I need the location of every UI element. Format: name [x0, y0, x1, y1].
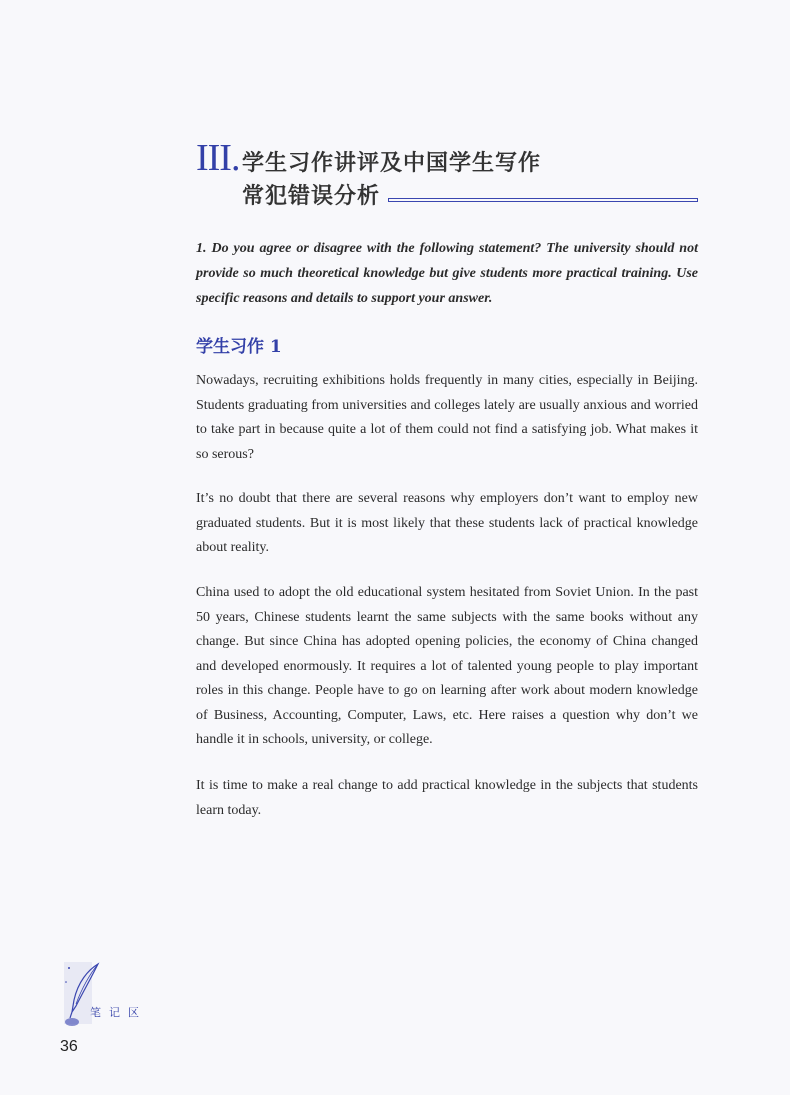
- essay-heading: 学生习作 1: [196, 337, 282, 357]
- notes-area: [60, 960, 160, 1032]
- page-number: 36: [60, 1038, 78, 1055]
- section-title-line1: 学生习作讲评及中国学生写作: [242, 150, 542, 176]
- title-underline-divider: [388, 198, 698, 202]
- question-prompt: 1. Do you agree or disagree with the following statement? The university should not provide so much theoretical knowledge but give students more practical training. Use specific reasons and details to support your answer.: [196, 241, 698, 306]
- section-title-line2: 常犯错误分析: [242, 183, 381, 209]
- notes-label: 笔记区: [90, 1006, 147, 1019]
- section-heading: [196, 138, 698, 210]
- essay-paragraph: China used to adopt the old educational system hesitated from Soviet Union. In the past 50 years, Chinese students learnt the same subjects with the same books without any change. But since China has adopted opening policies, the economy of China changed and developed enormously. It requires a lot of talented young people to play important roles in this change. People have to go on learning after work about modern knowledge of Business, Accounting, Computer, Laws, etc. Here raises a question why don’t we handle it in schools, university, or college.: [196, 585, 698, 747]
- essay-paragraph: It’s no doubt that there are several reasons why employers don’t want to employ new graduated students. But it is most likely that these students lack of practical knowledge about reality.: [196, 491, 698, 555]
- essay-paragraph: Nowadays, recruiting exhibitions holds frequently in many cities, especially in Beijing. Students graduating from universities and colleges lately are usually anxious and worried to take part in because quite a lot of them could not find a satisfying job. What makes it so serous?: [196, 373, 698, 462]
- essay-paragraph: It is time to make a real change to add practical knowledge in the subjects that students learn today.: [196, 778, 698, 818]
- section-numeral: III.: [196, 137, 240, 179]
